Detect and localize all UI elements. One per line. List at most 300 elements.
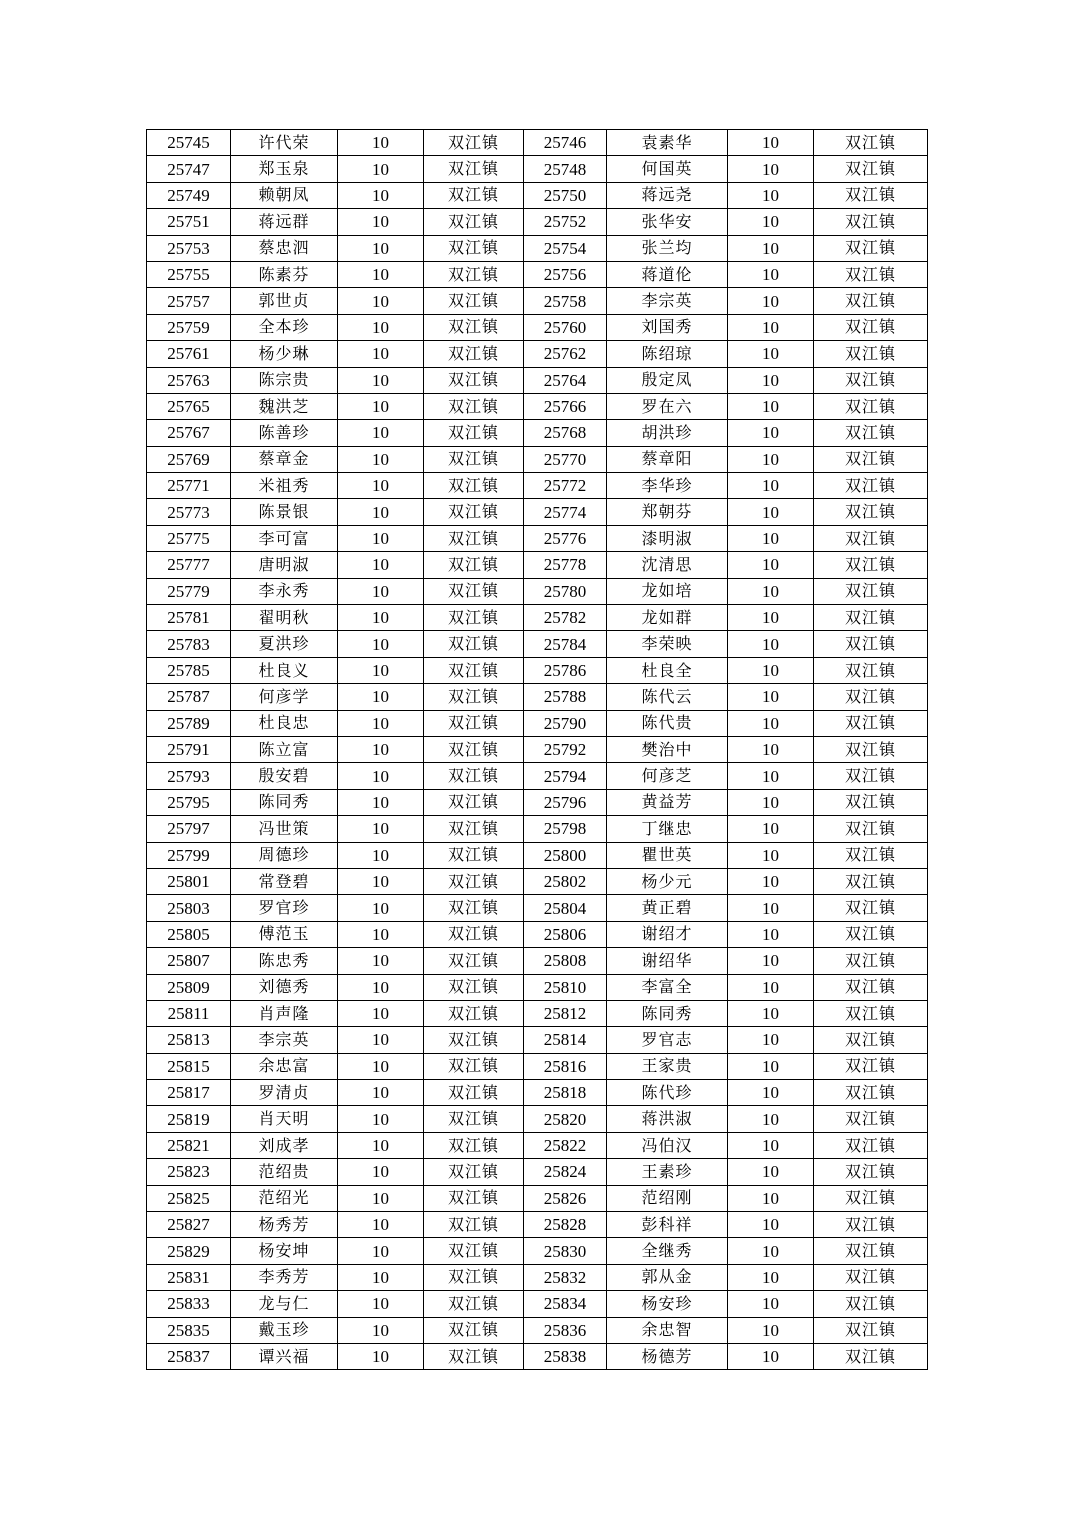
id-cell: 25746	[524, 130, 607, 156]
amount-cell: 10	[728, 816, 814, 842]
id-cell: 25796	[524, 789, 607, 815]
name-cell: 杨秀芳	[231, 1212, 338, 1238]
name-cell: 刘成孝	[231, 1132, 338, 1158]
amount-cell: 10	[338, 314, 424, 340]
amount-cell: 10	[338, 261, 424, 287]
table-row	[147, 1317, 928, 1343]
id-cell: 25786	[524, 657, 607, 683]
id-cell: 25822	[524, 1132, 607, 1158]
name-cell: 蔡章阳	[607, 446, 728, 472]
name-cell: 全继秀	[607, 1238, 728, 1264]
amount-cell: 10	[338, 1343, 424, 1369]
town-cell: 双江镇	[814, 420, 928, 446]
town-cell: 双江镇	[814, 209, 928, 235]
id-cell: 25824	[524, 1159, 607, 1185]
id-cell: 25813	[147, 1027, 231, 1053]
name-cell: 胡洪珍	[607, 420, 728, 446]
name-cell: 张华安	[607, 209, 728, 235]
town-cell: 双江镇	[814, 1106, 928, 1132]
amount-cell: 10	[728, 868, 814, 894]
amount-cell: 10	[728, 684, 814, 710]
town-cell: 双江镇	[424, 657, 524, 683]
name-cell: 蔡忠泗	[231, 235, 338, 261]
name-cell: 黄益芳	[607, 789, 728, 815]
id-cell: 25764	[524, 367, 607, 393]
roster-table	[146, 129, 928, 1370]
amount-cell: 10	[338, 552, 424, 578]
id-cell: 25809	[147, 974, 231, 1000]
town-cell: 双江镇	[814, 1080, 928, 1106]
table-row	[147, 525, 928, 551]
id-cell: 25784	[524, 631, 607, 657]
name-cell: 余忠智	[607, 1317, 728, 1343]
id-cell: 25797	[147, 816, 231, 842]
name-cell: 李华珍	[607, 473, 728, 499]
town-cell: 双江镇	[424, 1027, 524, 1053]
name-cell: 罗官珍	[231, 895, 338, 921]
id-cell: 25745	[147, 130, 231, 156]
amount-cell: 10	[728, 473, 814, 499]
name-cell: 李可富	[231, 525, 338, 551]
name-cell: 唐明淑	[231, 552, 338, 578]
table-row	[147, 1132, 928, 1158]
amount-cell: 10	[338, 499, 424, 525]
id-cell: 25782	[524, 605, 607, 631]
table-row	[147, 657, 928, 683]
id-cell: 25778	[524, 552, 607, 578]
town-cell: 双江镇	[814, 578, 928, 604]
amount-cell: 10	[728, 895, 814, 921]
id-cell: 25831	[147, 1264, 231, 1290]
town-cell: 双江镇	[424, 209, 524, 235]
town-cell: 双江镇	[424, 473, 524, 499]
town-cell: 双江镇	[424, 182, 524, 208]
name-cell: 丁继忠	[607, 816, 728, 842]
town-cell: 双江镇	[814, 657, 928, 683]
table-row	[147, 156, 928, 182]
town-cell: 双江镇	[424, 1159, 524, 1185]
amount-cell: 10	[728, 1238, 814, 1264]
id-cell: 25765	[147, 393, 231, 419]
id-cell: 25761	[147, 341, 231, 367]
amount-cell: 10	[338, 235, 424, 261]
table-row	[147, 605, 928, 631]
name-cell: 罗清贞	[231, 1080, 338, 1106]
amount-cell: 10	[728, 1106, 814, 1132]
name-cell: 郑玉泉	[231, 156, 338, 182]
id-cell: 25804	[524, 895, 607, 921]
name-cell: 郑朝芬	[607, 499, 728, 525]
amount-cell: 10	[338, 1238, 424, 1264]
table-row	[147, 314, 928, 340]
town-cell: 双江镇	[814, 684, 928, 710]
id-cell: 25781	[147, 605, 231, 631]
name-cell: 赖朝凤	[231, 182, 338, 208]
amount-cell: 10	[338, 763, 424, 789]
name-cell: 罗在六	[607, 393, 728, 419]
id-cell: 25753	[147, 235, 231, 261]
name-cell: 何彦学	[231, 684, 338, 710]
name-cell: 漆明淑	[607, 525, 728, 551]
name-cell: 张兰均	[607, 235, 728, 261]
amount-cell: 10	[728, 1027, 814, 1053]
amount-cell: 10	[728, 605, 814, 631]
amount-cell: 10	[728, 1317, 814, 1343]
name-cell: 龙与仁	[231, 1291, 338, 1317]
amount-cell: 10	[728, 736, 814, 762]
id-cell: 25821	[147, 1132, 231, 1158]
id-cell: 25770	[524, 446, 607, 472]
table-row	[147, 209, 928, 235]
id-cell: 25776	[524, 525, 607, 551]
id-cell: 25803	[147, 895, 231, 921]
id-cell: 25835	[147, 1317, 231, 1343]
name-cell: 李荣映	[607, 631, 728, 657]
name-cell: 冯世策	[231, 816, 338, 842]
town-cell: 双江镇	[424, 261, 524, 287]
name-cell: 谢绍华	[607, 948, 728, 974]
name-cell: 魏洪芝	[231, 393, 338, 419]
name-cell: 陈同秀	[607, 1000, 728, 1026]
name-cell: 王家贵	[607, 1053, 728, 1079]
id-cell: 25752	[524, 209, 607, 235]
town-cell: 双江镇	[814, 235, 928, 261]
name-cell: 蒋远尧	[607, 182, 728, 208]
id-cell: 25828	[524, 1212, 607, 1238]
town-cell: 双江镇	[424, 921, 524, 947]
id-cell: 25755	[147, 261, 231, 287]
amount-cell: 10	[728, 235, 814, 261]
town-cell: 双江镇	[814, 868, 928, 894]
id-cell: 25798	[524, 816, 607, 842]
name-cell: 杜良忠	[231, 710, 338, 736]
amount-cell: 10	[338, 420, 424, 446]
town-cell: 双江镇	[814, 552, 928, 578]
id-cell: 25769	[147, 446, 231, 472]
town-cell: 双江镇	[424, 763, 524, 789]
table-row	[147, 473, 928, 499]
town-cell: 双江镇	[814, 1343, 928, 1369]
table-row	[147, 446, 928, 472]
name-cell: 袁素华	[607, 130, 728, 156]
town-cell: 双江镇	[814, 763, 928, 789]
town-cell: 双江镇	[424, 1000, 524, 1026]
id-cell: 25777	[147, 552, 231, 578]
id-cell: 25806	[524, 921, 607, 947]
town-cell: 双江镇	[424, 420, 524, 446]
id-cell: 25811	[147, 1000, 231, 1026]
town-cell: 双江镇	[814, 473, 928, 499]
amount-cell: 10	[728, 288, 814, 314]
amount-cell: 10	[728, 842, 814, 868]
name-cell: 夏洪珍	[231, 631, 338, 657]
town-cell: 双江镇	[424, 1291, 524, 1317]
id-cell: 25750	[524, 182, 607, 208]
table-row	[147, 499, 928, 525]
id-cell: 25779	[147, 578, 231, 604]
table-row	[147, 235, 928, 261]
amount-cell: 10	[728, 1000, 814, 1026]
amount-cell: 10	[728, 1132, 814, 1158]
amount-cell: 10	[728, 789, 814, 815]
amount-cell: 10	[338, 1000, 424, 1026]
name-cell: 陈素芬	[231, 261, 338, 287]
name-cell: 殷安碧	[231, 763, 338, 789]
town-cell: 双江镇	[424, 868, 524, 894]
table-row	[147, 420, 928, 446]
name-cell: 蒋洪淑	[607, 1106, 728, 1132]
name-cell: 杨少琳	[231, 341, 338, 367]
amount-cell: 10	[728, 314, 814, 340]
table-row	[147, 1053, 928, 1079]
amount-cell: 10	[338, 525, 424, 551]
town-cell: 双江镇	[814, 631, 928, 657]
town-cell: 双江镇	[814, 341, 928, 367]
table-row	[147, 288, 928, 314]
town-cell: 双江镇	[424, 736, 524, 762]
town-cell: 双江镇	[814, 895, 928, 921]
id-cell: 25817	[147, 1080, 231, 1106]
town-cell: 双江镇	[814, 156, 928, 182]
id-cell: 25747	[147, 156, 231, 182]
id-cell: 25760	[524, 314, 607, 340]
id-cell: 25754	[524, 235, 607, 261]
town-cell: 双江镇	[424, 288, 524, 314]
amount-cell: 10	[728, 130, 814, 156]
table-row	[147, 816, 928, 842]
table-row	[147, 1264, 928, 1290]
table-row	[147, 130, 928, 156]
table-row	[147, 552, 928, 578]
amount-cell: 10	[338, 341, 424, 367]
amount-cell: 10	[728, 1185, 814, 1211]
town-cell: 双江镇	[424, 605, 524, 631]
amount-cell: 10	[728, 341, 814, 367]
name-cell: 罗官志	[607, 1027, 728, 1053]
id-cell: 25775	[147, 525, 231, 551]
name-cell: 全本珍	[231, 314, 338, 340]
id-cell: 25748	[524, 156, 607, 182]
amount-cell: 10	[338, 1053, 424, 1079]
amount-cell: 10	[728, 974, 814, 1000]
town-cell: 双江镇	[424, 1343, 524, 1369]
id-cell: 25818	[524, 1080, 607, 1106]
id-cell: 25793	[147, 763, 231, 789]
town-cell: 双江镇	[814, 921, 928, 947]
amount-cell: 10	[338, 473, 424, 499]
table-row	[147, 1212, 928, 1238]
table-row	[147, 182, 928, 208]
amount-cell: 10	[728, 446, 814, 472]
id-cell: 25771	[147, 473, 231, 499]
amount-cell: 10	[728, 552, 814, 578]
town-cell: 双江镇	[424, 948, 524, 974]
id-cell: 25799	[147, 842, 231, 868]
name-cell: 陈同秀	[231, 789, 338, 815]
amount-cell: 10	[338, 578, 424, 604]
town-cell: 双江镇	[814, 948, 928, 974]
town-cell: 双江镇	[814, 1264, 928, 1290]
id-cell: 25772	[524, 473, 607, 499]
table-row	[147, 763, 928, 789]
town-cell: 双江镇	[814, 974, 928, 1000]
town-cell: 双江镇	[814, 1027, 928, 1053]
amount-cell: 10	[728, 1080, 814, 1106]
id-cell: 25816	[524, 1053, 607, 1079]
id-cell: 25826	[524, 1185, 607, 1211]
amount-cell: 10	[338, 393, 424, 419]
name-cell: 杜良义	[231, 657, 338, 683]
name-cell: 沈清思	[607, 552, 728, 578]
amount-cell: 10	[728, 367, 814, 393]
table-row	[147, 393, 928, 419]
name-cell: 龙如培	[607, 578, 728, 604]
id-cell: 25805	[147, 921, 231, 947]
town-cell: 双江镇	[424, 842, 524, 868]
name-cell: 谭兴福	[231, 1343, 338, 1369]
name-cell: 陈景银	[231, 499, 338, 525]
amount-cell: 10	[728, 1264, 814, 1290]
name-cell: 王素珍	[607, 1159, 728, 1185]
name-cell: 蒋道伦	[607, 261, 728, 287]
id-cell: 25783	[147, 631, 231, 657]
id-cell: 25763	[147, 367, 231, 393]
town-cell: 双江镇	[424, 446, 524, 472]
amount-cell: 10	[338, 921, 424, 947]
table-row	[147, 261, 928, 287]
amount-cell: 10	[338, 631, 424, 657]
table-row	[147, 736, 928, 762]
id-cell: 25795	[147, 789, 231, 815]
town-cell: 双江镇	[814, 367, 928, 393]
town-cell: 双江镇	[424, 235, 524, 261]
town-cell: 双江镇	[424, 1185, 524, 1211]
id-cell: 25788	[524, 684, 607, 710]
id-cell: 25825	[147, 1185, 231, 1211]
amount-cell: 10	[728, 156, 814, 182]
amount-cell: 10	[338, 288, 424, 314]
town-cell: 双江镇	[424, 710, 524, 736]
town-cell: 双江镇	[424, 314, 524, 340]
amount-cell: 10	[338, 710, 424, 736]
town-cell: 双江镇	[424, 631, 524, 657]
name-cell: 瞿世英	[607, 842, 728, 868]
name-cell: 郭从金	[607, 1264, 728, 1290]
name-cell: 杜良全	[607, 657, 728, 683]
name-cell: 龙如群	[607, 605, 728, 631]
amount-cell: 10	[728, 420, 814, 446]
id-cell: 25819	[147, 1106, 231, 1132]
amount-cell: 10	[728, 578, 814, 604]
amount-cell: 10	[728, 921, 814, 947]
amount-cell: 10	[338, 156, 424, 182]
name-cell: 陈绍琼	[607, 341, 728, 367]
amount-cell: 10	[338, 895, 424, 921]
amount-cell: 10	[338, 1106, 424, 1132]
amount-cell: 10	[338, 1159, 424, 1185]
name-cell: 杨安珍	[607, 1291, 728, 1317]
id-cell: 25820	[524, 1106, 607, 1132]
town-cell: 双江镇	[424, 684, 524, 710]
amount-cell: 10	[338, 816, 424, 842]
table-row	[147, 684, 928, 710]
amount-cell: 10	[728, 525, 814, 551]
name-cell: 刘德秀	[231, 974, 338, 1000]
name-cell: 李富全	[607, 974, 728, 1000]
amount-cell: 10	[338, 130, 424, 156]
name-cell: 陈宗贵	[231, 367, 338, 393]
amount-cell: 10	[728, 1159, 814, 1185]
amount-cell: 10	[338, 1317, 424, 1343]
id-cell: 25787	[147, 684, 231, 710]
amount-cell: 10	[728, 209, 814, 235]
amount-cell: 10	[728, 948, 814, 974]
amount-cell: 10	[338, 209, 424, 235]
town-cell: 双江镇	[424, 1317, 524, 1343]
id-cell: 25794	[524, 763, 607, 789]
town-cell: 双江镇	[814, 1000, 928, 1026]
id-cell: 25758	[524, 288, 607, 314]
name-cell: 陈代云	[607, 684, 728, 710]
amount-cell: 10	[338, 789, 424, 815]
id-cell: 25768	[524, 420, 607, 446]
id-cell: 25762	[524, 341, 607, 367]
table-row	[147, 789, 928, 815]
amount-cell: 10	[338, 182, 424, 208]
amount-cell: 10	[728, 261, 814, 287]
amount-cell: 10	[338, 974, 424, 1000]
name-cell: 陈立富	[231, 736, 338, 762]
id-cell: 25836	[524, 1317, 607, 1343]
name-cell: 何国英	[607, 156, 728, 182]
table-row	[147, 948, 928, 974]
town-cell: 双江镇	[814, 130, 928, 156]
town-cell: 双江镇	[814, 736, 928, 762]
table-row	[147, 367, 928, 393]
name-cell: 殷定凤	[607, 367, 728, 393]
id-cell: 25823	[147, 1159, 231, 1185]
id-cell: 25829	[147, 1238, 231, 1264]
table-row	[147, 710, 928, 736]
name-cell: 何彦芝	[607, 763, 728, 789]
table-row	[147, 921, 928, 947]
name-cell: 彭科祥	[607, 1212, 728, 1238]
name-cell: 常登碧	[231, 868, 338, 894]
name-cell: 米祖秀	[231, 473, 338, 499]
town-cell: 双江镇	[814, 1132, 928, 1158]
name-cell: 戴玉珍	[231, 1317, 338, 1343]
id-cell: 25751	[147, 209, 231, 235]
id-cell: 25833	[147, 1291, 231, 1317]
town-cell: 双江镇	[814, 1053, 928, 1079]
town-cell: 双江镇	[814, 1185, 928, 1211]
town-cell: 双江镇	[814, 182, 928, 208]
id-cell: 25757	[147, 288, 231, 314]
town-cell: 双江镇	[424, 1132, 524, 1158]
table-row	[147, 1027, 928, 1053]
name-cell: 肖天明	[231, 1106, 338, 1132]
amount-cell: 10	[338, 1027, 424, 1053]
town-cell: 双江镇	[814, 842, 928, 868]
name-cell: 陈代珍	[607, 1080, 728, 1106]
id-cell: 25773	[147, 499, 231, 525]
amount-cell: 10	[338, 1264, 424, 1290]
amount-cell: 10	[728, 710, 814, 736]
town-cell: 双江镇	[424, 1238, 524, 1264]
name-cell: 樊治中	[607, 736, 728, 762]
town-cell: 双江镇	[814, 446, 928, 472]
amount-cell: 10	[728, 1053, 814, 1079]
